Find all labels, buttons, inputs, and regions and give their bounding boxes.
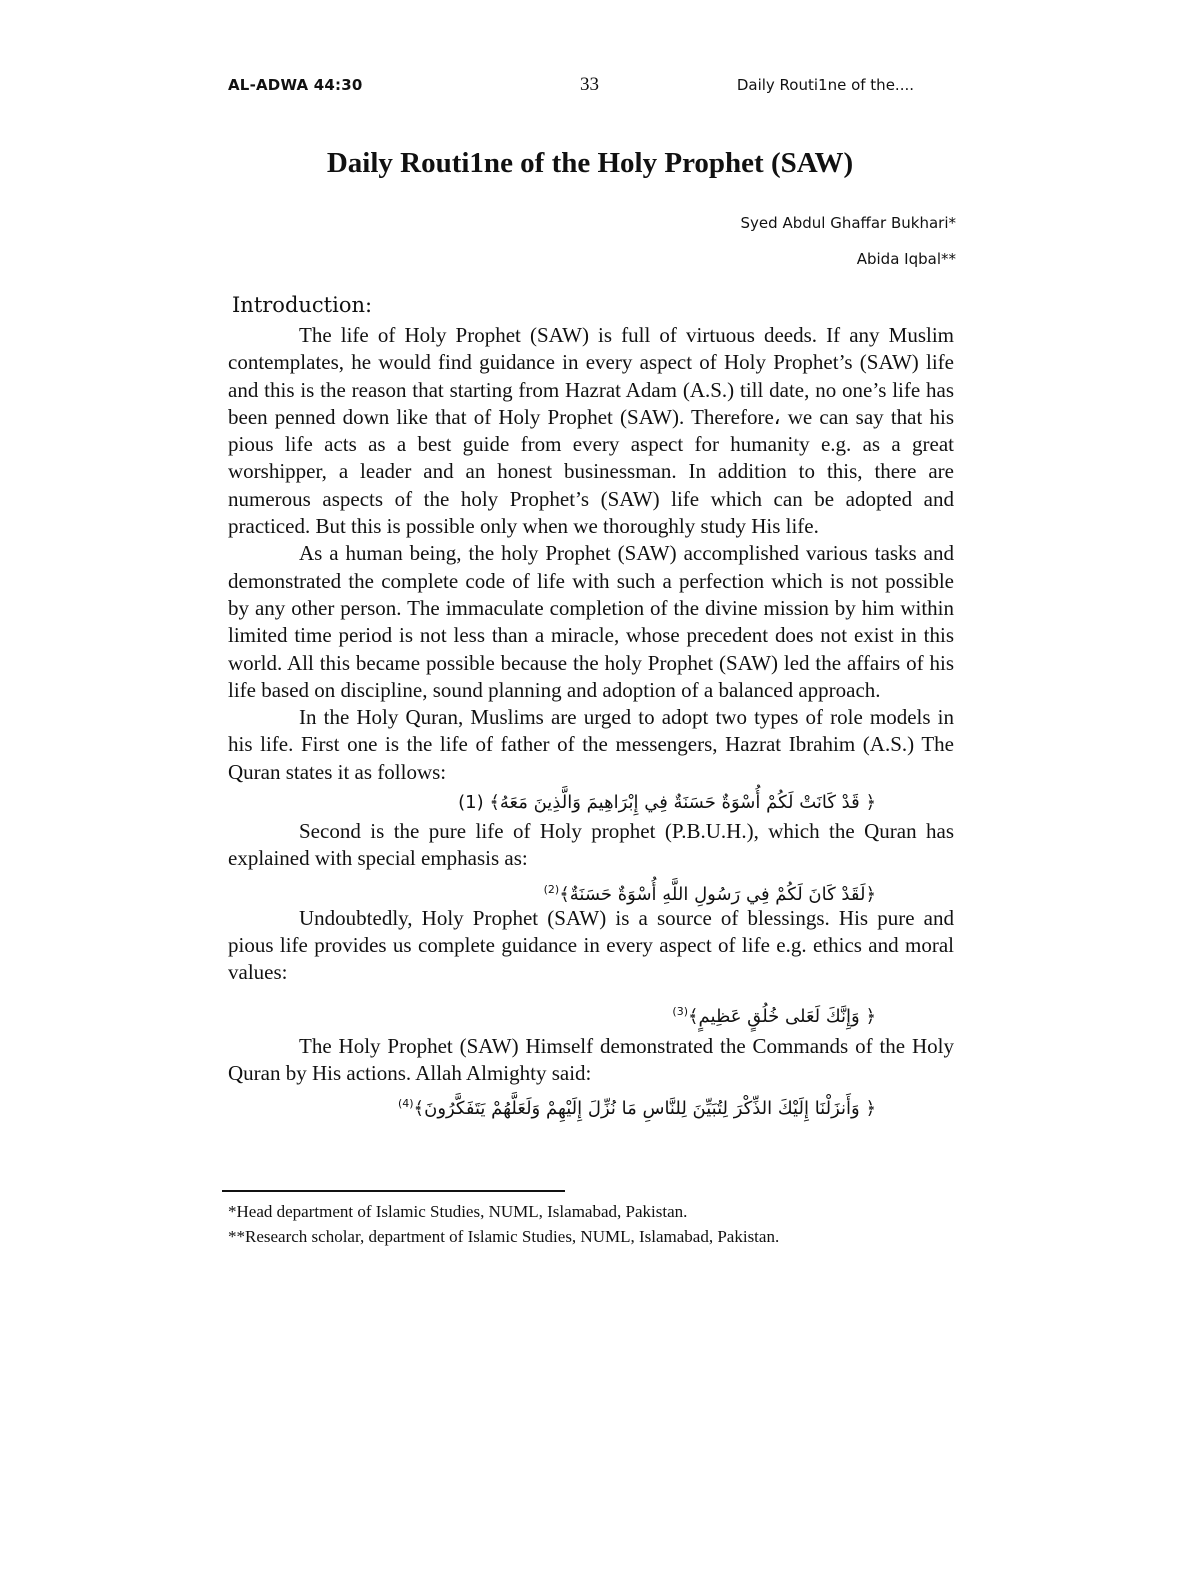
- paragraph-3: In the Holy Quran, Muslims are urged to adopt two types of role models in his life. First one is the life of father of the messengers, Hazrat Ibrahim (A.S.) The Quran states it as follows:: [228, 705, 954, 784]
- footnote-1: *Head department of Islamic Studies, NUML, Islamabad, Pakistan.: [228, 1202, 688, 1221]
- quote-1-ref: (1): [458, 792, 484, 814]
- author-2: Abida Iqbal**: [856, 250, 956, 268]
- paragraph-5: Undoubtedly, Holy Prophet (SAW) is a source of blessings. His pure and pious life provides us complete guidance in every aspect of life e.g. ethics and moral values:: [228, 905, 954, 985]
- footnote-2: **Research scholar, department of Islamic Studies, NUML, Islamabad, Pakistan.: [228, 1227, 780, 1246]
- journal-name: AL-ADWA 44:30: [228, 76, 363, 94]
- quran-quote-4: [228, 1089, 954, 1119]
- quran-quote-1: [228, 788, 954, 818]
- paragraph-2: As a human being, the holy Prophet (SAW) accomplished various tasks and demonstrated the complete code of life with such a perfection which is not possible by any other person. The immaculate completion of the divine mission by him within limited time period is not less than a miracle, whose precedent does not exist in this world. All this became possible because the holy Prophet (SAW) led the affairs of his life based on discipline, sound planning and adoption of a balanced approach.: [228, 541, 954, 702]
- quote-3-ref: (3): [672, 1004, 688, 1018]
- author-1: Syed Abdul Ghaffar Bukhari*: [740, 214, 956, 232]
- quote-4-text: ﴿ وَأَنزَلْنَا إِلَيْكَ الذِّكْرَ لِتُبَيِّنَ لِلنَّاسِ مَا نُزِّلَ إِلَيْهِمْ وَلَعَلَّهُمْ يَتَفَكَّرُونَ﴾: [413, 1098, 876, 1120]
- footnote-divider: [222, 1190, 565, 1192]
- section-heading-introduction: Introduction:: [232, 293, 373, 317]
- paragraph-4: Second is the pure life of Holy prophet (P.B.U.H.), which the Quran has explained with special emphasis as:: [228, 819, 954, 871]
- article-body: [228, 322, 954, 1119]
- footnotes: [228, 1201, 968, 1251]
- page-number: 33: [580, 74, 599, 95]
- running-title: Daily Routi1ne of the....: [736, 76, 914, 94]
- author-list: [741, 213, 956, 285]
- quran-quote-3: [228, 997, 954, 1027]
- paragraph-1: The life of Holy Prophet (SAW) is full of virtuous deeds. If any Muslim contemplates, he would find guidance in every aspect of Holy Prophet’s (SAW) life and this is the reason that starting from Hazrat Adam (A.S.) till date, no one’s life has been penned down like that of Holy Prophet (SAW). Therefore، we can say that his pious life acts as a best guide from every aspect for humanity e.g. as a great worshipper, a leader and an honest businessman. In addition to this, there are numerous aspects of the holy Prophet’s (SAW) life which can be adopted and practiced. But this is possible only when we thoroughly study His life.: [228, 323, 954, 539]
- running-header: [228, 74, 914, 98]
- quote-2-ref: (2): [543, 882, 560, 896]
- paragraph-6: The Holy Prophet (SAW) Himself demonstrated the Commands of the Holy Quran by His actions. Allah Almighty said:: [228, 1033, 954, 1085]
- quote-2-text: ﴿لَقَدْ كَانَ لَكُمْ فِي رَسُولِ اللَّهِ أُسْوَةٌ حَسَنَةٌ﴾: [559, 883, 876, 905]
- quote-4-ref: (4): [397, 1097, 414, 1111]
- quote-3-text: ﴿ وَإِنَّكَ لَعَلى خُلُقٍ عَظِيمٍ﴾: [688, 1005, 876, 1027]
- quran-quote-2: [228, 875, 954, 905]
- quote-1-text: ﴿ قَدْ كَانَتْ لَكُمْ أُسْوَةٌ حَسَنَةٌ فِي إِبْرَاهِيمَ وَالَّذِينَ مَعَهُ﴾: [489, 792, 876, 814]
- article-title: Daily Routi1ne of the Holy Prophet (SAW): [326, 147, 854, 179]
